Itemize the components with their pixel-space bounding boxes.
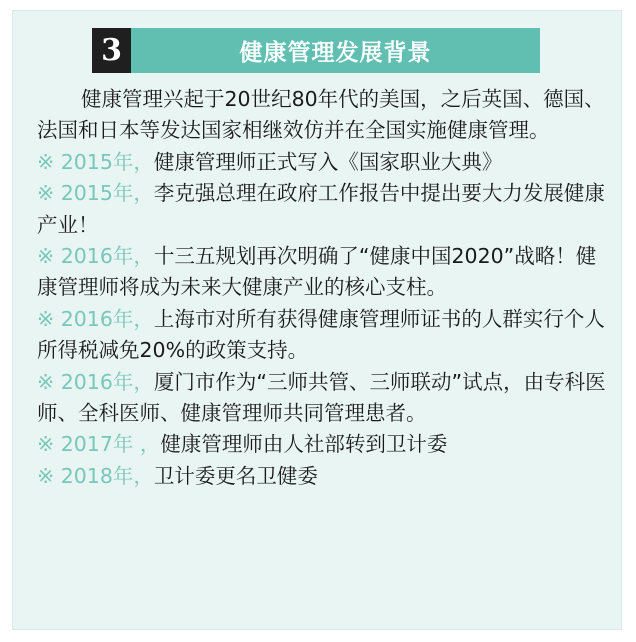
item-marker: ※ 2016年， [37,369,154,394]
item-text: 健康管理师由人社部转到卫计委 [160,432,448,457]
item-text: 上海市对所有获得健康管理师证书的人群实行个人所得税减免20%的政策支持。 [37,306,605,363]
content-body [37,84,612,492]
item-marker: ※ 2015年， [37,181,154,206]
item-text: 健康管理师正式写入《国家职业大典》 [153,149,503,174]
timeline-item [37,241,612,304]
timeline-item [37,367,612,430]
item-text: 厦门市作为“三师共管、三师联动”试点，由专科医师、全科医师、健康管理师共同管理患者。 [37,369,606,426]
section-header [92,28,540,73]
timeline-item [37,147,612,178]
intro-paragraph: 健康管理兴起于20世纪80年代的美国，之后英国、德国、法国和日本等发达国家相继效仿并在全国实施健康管理。 [37,87,605,143]
item-text: 李克强总理在政府工作报告中提出要大力发展健康产业！ [37,181,605,237]
item-marker: ※ 2018年， [37,463,154,488]
section-number: 3 [92,28,131,73]
timeline-item [37,429,612,460]
item-text: 十三五规划再次明确了“健康中国2020”战略！健康管理师将成为未来大健康产业的核心支柱。 [37,244,597,300]
item-marker: ※ 2016年， [37,306,154,331]
item-marker: ※ 2017年 ， [37,432,161,457]
section-title: 健康管理发展背景 [131,28,540,73]
timeline-item [37,461,612,492]
timeline-item [37,178,612,241]
item-text: 卫计委更名卫健委 [153,463,318,488]
item-marker: ※ 2015年， [37,149,154,174]
item-marker: ※ 2016年， [37,244,154,269]
timeline-item [37,304,612,367]
